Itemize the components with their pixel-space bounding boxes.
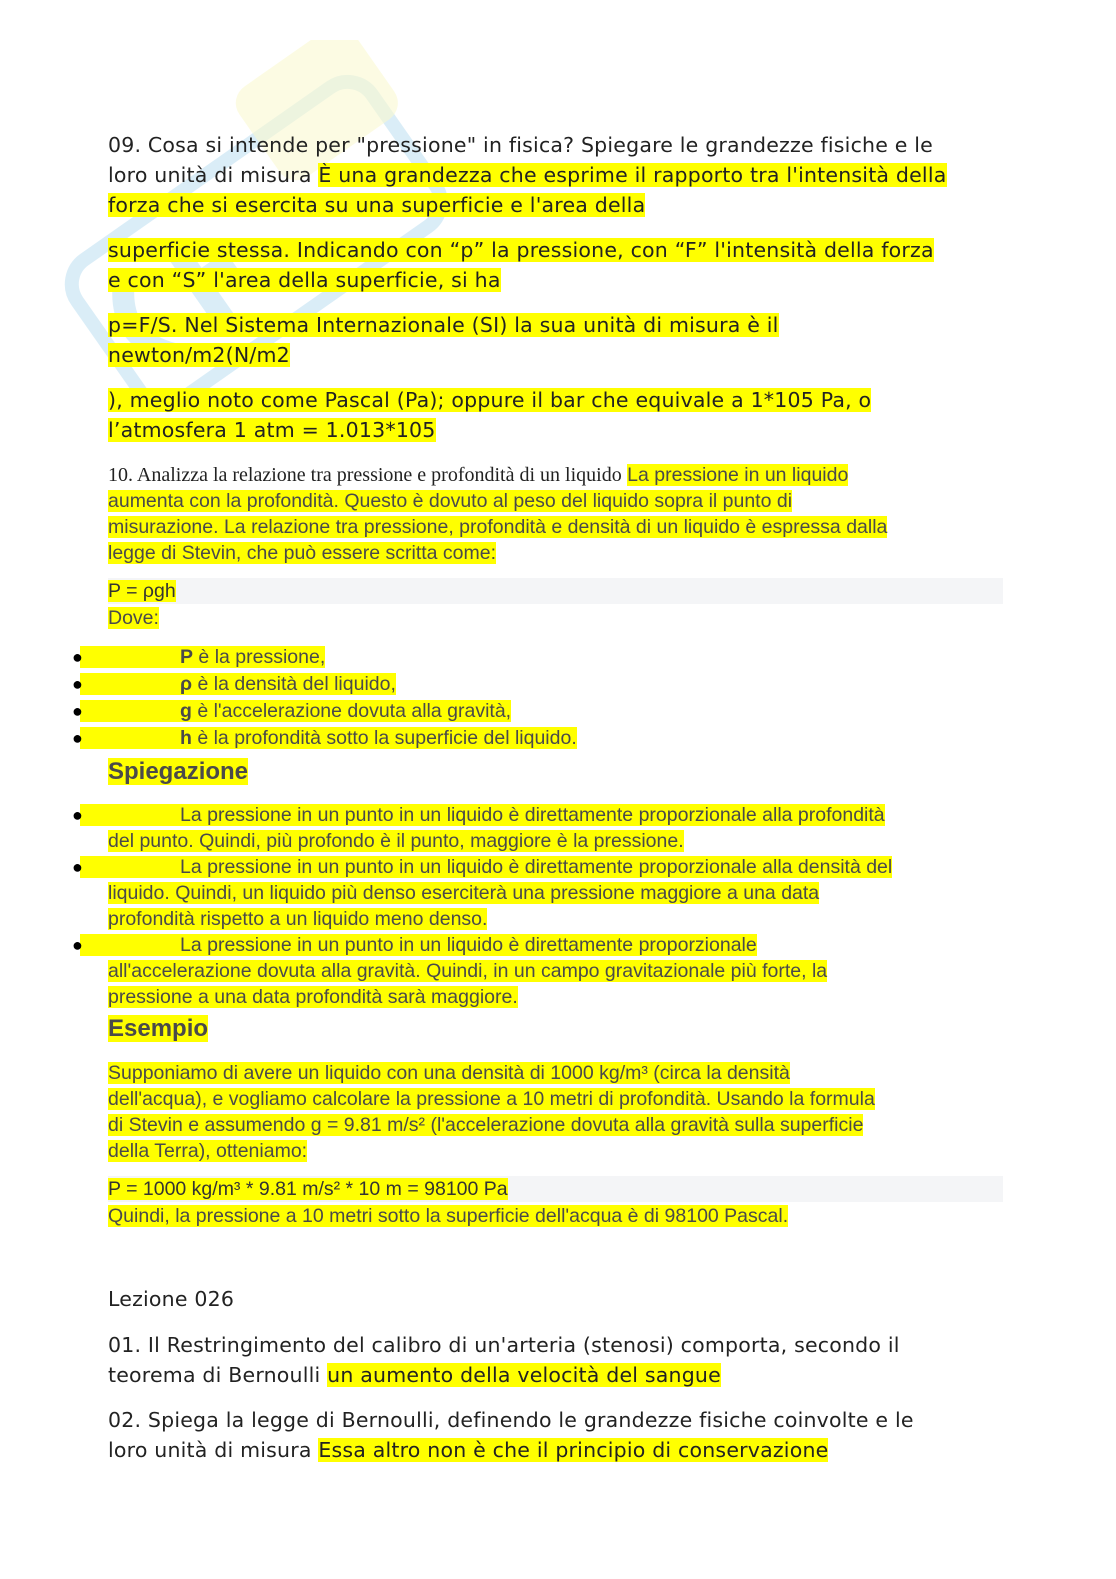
lesson-q01-answer: un aumento della velocità del sangue — [327, 1363, 721, 1387]
stevin-formula: P = ρgh — [108, 580, 176, 602]
list-item — [72, 644, 1012, 670]
bullet-icon: ● — [72, 935, 83, 955]
stevin-formula-box — [108, 578, 1003, 604]
example-heading: Esempio — [108, 1015, 209, 1042]
q10-intro-line: misurazione. La relazione tra pressione, profondità e densità di un liquido è espressa dalla — [108, 516, 888, 538]
list-item — [72, 854, 1012, 880]
example-formula-box — [108, 1176, 1003, 1202]
q10-intro-first: La pressione in un liquido — [627, 464, 849, 486]
q09-answer-line1: È una grandezza che esprime il rapporto tra l'intensità della — [318, 163, 947, 187]
lesson-q02-line1: 02. Spiega la legge di Bernoulli, definendo le grandezze fisiche coinvolte e le — [108, 1408, 914, 1432]
q09-answer-line3: superficie stessa. Indicando con “p” la pressione, con “F” l'intensità della forza — [108, 238, 934, 262]
definition-symbol: h — [180, 727, 192, 749]
q10-intro-line1 — [108, 462, 1008, 488]
q10-intro-line2 — [108, 488, 1008, 514]
q10-intro-line3 — [108, 514, 1008, 540]
q09-answer-line2: forza che si esercita su una superficie e l'area della — [108, 193, 646, 217]
example-line — [108, 1086, 1008, 1112]
bullet-icon: ● — [72, 701, 83, 721]
example-text: dell'acqua), e vogliamo calcolare la pressione a 10 metri di profondità. Usando la formula — [108, 1088, 875, 1110]
conclusion-text: Quindi, la pressione a 10 metri sotto la superficie dell'acqua è di 98100 Pascal. — [108, 1205, 789, 1227]
bullet-icon: ● — [72, 805, 83, 825]
q10-intro-line4 — [108, 540, 1008, 566]
q09-line2: loro unità di misura È una grandezza che esprime il rapporto tra l'intensità della — [108, 163, 947, 187]
lesson-q01-line2 — [108, 1360, 1008, 1390]
q09-answer-line7: ), meglio noto come Pascal (Pa); oppure il bar che equivale a 1*105 Pa, o — [108, 388, 872, 412]
explanation-text: La pressione in un punto in un liquido è direttamente proporzionale alla profondità — [180, 804, 885, 826]
q09-line5 — [108, 265, 1008, 295]
explanation-cont — [108, 906, 1008, 932]
example-line — [108, 1138, 1008, 1164]
example-line — [108, 1060, 1008, 1086]
list-item — [72, 698, 1012, 724]
list-item — [72, 725, 1012, 751]
definition-text: è la pressione, — [193, 646, 326, 668]
explanation-text: liquido. Quindi, un liquido più denso eserciterà una pressione maggiore a una data — [108, 882, 820, 904]
explanation-cont — [108, 958, 1008, 984]
definition-symbol: P — [180, 646, 194, 668]
where-label: Dove: — [108, 607, 159, 629]
lesson-q01-line1: 01. Il Restringimento del calibro di un'arteria (stenosi) comporta, secondo il — [108, 1333, 900, 1357]
example-heading-line — [108, 1015, 1008, 1043]
q09-line6 — [108, 310, 1008, 340]
definition-text: è l'accelerazione dovuta alla gravità, — [191, 700, 512, 722]
explanation-text: del punto. Quindi, più profondo è il punto, maggiore è la pressione. — [108, 830, 684, 852]
explanation-text: pressione a una data profondità sarà maggiore. — [108, 986, 518, 1008]
q09-line9 — [108, 415, 1008, 445]
explanation-cont — [108, 880, 1008, 906]
q09-answer-line5: p=F/S. Nel Sistema Internazionale (SI) la sua unità di misura è il — [108, 313, 779, 337]
q09-answer-line4: e con “S” l'area della superficie, si ha — [108, 268, 501, 292]
q10-question: 10. Analizza la relazione tra pressione e profondità di un liquido — [108, 464, 622, 486]
q09-answer-line6: newton/m2(N/m2 — [108, 343, 290, 367]
lesson-q02-answer: Essa altro non è che il principio di conservazione — [318, 1438, 829, 1462]
list-item — [72, 932, 1012, 958]
lesson-q02-text: loro unità di misura — [108, 1438, 312, 1462]
example-text: della Terra), otteniamo: — [108, 1140, 308, 1162]
bullet-icon: ● — [72, 647, 83, 667]
q09-block — [108, 130, 1008, 160]
q09-line7 — [108, 340, 1008, 370]
q09-line8 — [108, 385, 1008, 415]
q09-line1: 09. Cosa si intende per "pressione" in fisica? Spiegare le grandezze fisiche e le — [108, 133, 933, 157]
bullet-icon: ● — [72, 674, 83, 694]
example-formula: P = 1000 kg/m³ * 9.81 m/s² * 10 m = 98100 Pa — [108, 1178, 508, 1200]
explanation-text: profondità rispetto a un liquido meno denso. — [108, 908, 488, 930]
definition-text: è la densità del liquido, — [192, 673, 396, 695]
conclusion-line — [108, 1203, 1008, 1229]
bullet-icon: ● — [72, 857, 83, 877]
example-text: di Stevin e assumendo g = 9.81 m/s² (l'accelerazione dovuta alla gravità sulla superficie — [108, 1114, 864, 1136]
explanation-cont — [108, 984, 1008, 1010]
q09-answer-line8: l’atmosfera 1 atm = 1.013*105 — [108, 418, 436, 442]
bullet-icon: ● — [72, 728, 83, 748]
lesson-title: Lezione 026 — [108, 1287, 235, 1311]
explanation-cont — [108, 828, 1008, 854]
explanation-heading-line — [108, 758, 1008, 786]
definition-text: è la profondità sotto la superficie del liquido. — [191, 727, 577, 749]
lesson-q01-text: teorema di Bernoulli — [108, 1363, 321, 1387]
q09-line3 — [108, 190, 1008, 220]
q09-line4 — [108, 235, 1008, 265]
lesson-q02-line2 — [108, 1435, 1008, 1465]
where-line — [108, 605, 1008, 631]
list-item — [72, 802, 1012, 828]
example-line — [108, 1112, 1008, 1138]
explanation-heading: Spiegazione — [108, 758, 249, 785]
example-text: Supponiamo di avere un liquido con una densità di 1000 kg/m³ (circa la densità — [108, 1062, 790, 1084]
explanation-text: La pressione in un punto in un liquido è direttamente proporzionale — [180, 934, 757, 956]
list-item — [72, 671, 1012, 697]
explanation-text: all'accelerazione dovuta alla gravità. Quindi, in un campo gravitazionale più forte, la — [108, 960, 828, 982]
q10-intro-line: legge di Stevin, che può essere scritta come: — [108, 542, 497, 564]
definition-symbol: ρ — [180, 673, 193, 695]
q10-intro-line: aumenta con la profondità. Questo è dovuto al peso del liquido sopra il punto di — [108, 490, 793, 512]
definition-symbol: g — [180, 700, 192, 722]
explanation-text: La pressione in un punto in un liquido è direttamente proporzionale alla densità del — [180, 856, 893, 878]
